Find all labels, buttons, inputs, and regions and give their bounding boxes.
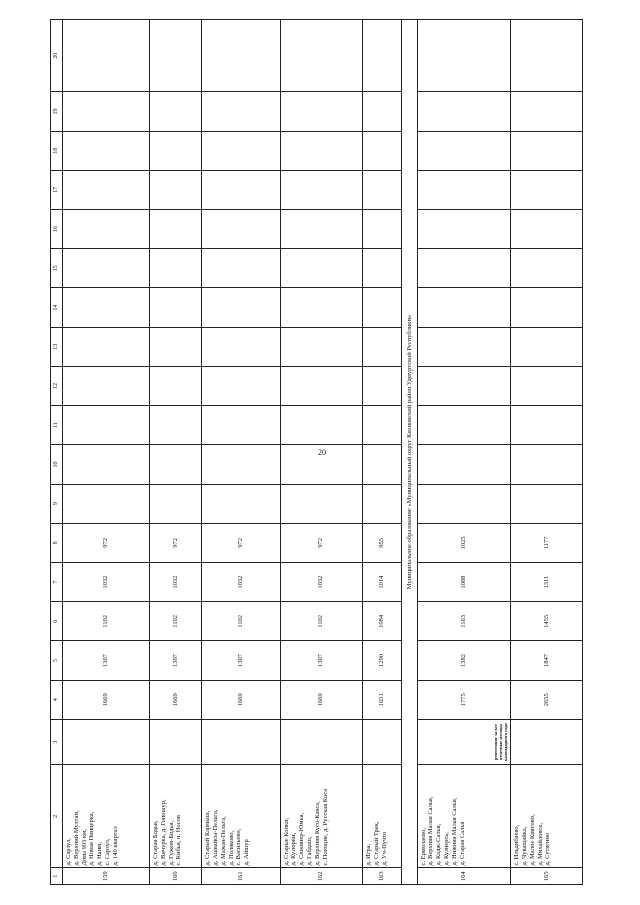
value-cell: 1669 — [62, 680, 149, 719]
empty-cell — [149, 92, 201, 131]
settlements-cell: д. Игра, д. Старый Трак, д. Уч-Пучто — [363, 765, 402, 868]
empty-cell — [511, 131, 583, 170]
table-row — [511, 20, 583, 885]
empty-cell — [202, 406, 280, 445]
empty-cell — [363, 170, 402, 209]
empty-cell — [149, 484, 201, 523]
value-cell: 1088 — [417, 563, 511, 602]
row-number: 164 — [417, 868, 511, 885]
settlements-cell: д. Старый Кармыш, д. Ашвайсы-Пельга, д. Мажан-Пельга, д. Поляково, с. Васильево, д. Айшур — [202, 765, 280, 868]
row-number: 162 — [280, 868, 363, 885]
tariff-table — [50, 19, 583, 885]
empty-cell — [62, 170, 149, 209]
empty-cell — [511, 170, 583, 209]
value-cell: 1084 — [363, 602, 402, 641]
empty-cell — [62, 131, 149, 170]
empty-cell — [149, 170, 201, 209]
empty-cell — [417, 445, 511, 484]
rotated-table-container — [50, 19, 583, 885]
empty-cell — [62, 406, 149, 445]
value-cell: 1032 — [202, 563, 280, 602]
empty-cell — [280, 366, 363, 405]
empty-cell — [280, 92, 363, 131]
section-title: Муниципальное образование «Муниципальный округ Кизновский район Удмуртской Республики» — [402, 20, 417, 885]
value-cell: 1669 — [149, 680, 201, 719]
note-cell — [511, 719, 583, 764]
table-row — [280, 20, 363, 885]
table-row — [149, 20, 201, 885]
value-cell: 1014 — [363, 563, 402, 602]
empty-cell — [62, 249, 149, 288]
note-cell — [62, 719, 149, 764]
empty-cell — [280, 327, 363, 366]
empty-cell — [417, 366, 511, 405]
empty-cell — [363, 131, 402, 170]
row-number: 163 — [363, 868, 402, 885]
settlements-cell: д. Старая Бодья, д. Вичурка, д. Гопошур, д. Гужем-Бодья, с. Кибья, п. Носов — [149, 765, 201, 868]
col-header: 17 — [51, 170, 63, 209]
col-header: 19 — [51, 92, 63, 131]
empty-cell — [363, 20, 402, 92]
value-cell: 1307 — [280, 641, 363, 680]
value-cell: 1307 — [202, 641, 280, 680]
empty-cell — [280, 170, 363, 209]
empty-cell — [149, 327, 201, 366]
empty-cell — [417, 406, 511, 445]
empty-cell — [511, 445, 583, 484]
value-cell: 955 — [363, 523, 402, 562]
value-cell: 1177 — [511, 523, 583, 562]
row-number: 160 — [149, 868, 201, 885]
value-cell: 1775 — [417, 680, 511, 719]
value-cell: 972 — [202, 523, 280, 562]
empty-cell — [202, 249, 280, 288]
empty-cell — [280, 445, 363, 484]
empty-cell — [363, 445, 402, 484]
value-cell: 1847 — [511, 641, 583, 680]
empty-cell — [280, 484, 363, 523]
empty-cell — [280, 249, 363, 288]
settlements-cell: д. Старые Копки, д. Кузюрки, д. Сюкинер-Юмья, д. Габдаш, д. Верхняя Кусо-Каксa, с. Поющие, д. Русская Коса — [280, 765, 363, 868]
empty-cell — [280, 406, 363, 445]
empty-cell — [511, 92, 583, 131]
note-cell — [363, 719, 402, 764]
empty-cell — [417, 20, 511, 92]
value-cell: 1651 — [363, 680, 402, 719]
empty-cell — [417, 484, 511, 523]
col-header: 12 — [51, 366, 63, 405]
empty-cell — [280, 20, 363, 92]
value-cell: 1102 — [62, 602, 149, 641]
empty-cell — [363, 366, 402, 405]
empty-cell — [417, 131, 511, 170]
col-header: 6 — [51, 602, 63, 641]
empty-cell — [62, 484, 149, 523]
empty-cell — [202, 445, 280, 484]
empty-cell — [149, 249, 201, 288]
row-number: 161 — [202, 868, 280, 885]
value-cell: 1102 — [149, 602, 201, 641]
value-cell: 1307 — [62, 641, 149, 680]
empty-cell — [363, 92, 402, 131]
empty-cell — [417, 170, 511, 209]
empty-cell — [363, 484, 402, 523]
settlements-cell: д. Сарзул, д. Верхний Мултан, Дома 993 км, д. Новая Пинцерка, д. Наим, с. Сарзул, д. 140 квартал — [62, 765, 149, 868]
value-cell: 972 — [62, 523, 149, 562]
empty-cell — [417, 288, 511, 327]
col-header: 16 — [51, 210, 63, 249]
note-cell — [280, 719, 363, 764]
col-header: 3 — [51, 719, 63, 764]
empty-cell — [202, 366, 280, 405]
col-header: 20 — [51, 20, 63, 92]
empty-cell — [62, 210, 149, 249]
empty-cell — [202, 92, 280, 131]
col-header: 11 — [51, 406, 63, 445]
value-cell: 1163 — [417, 602, 511, 641]
value-cell: 1032 — [149, 563, 201, 602]
col-header: 1 — [51, 868, 63, 885]
value-cell: 1025 — [417, 523, 511, 562]
empty-cell — [363, 406, 402, 445]
col-header: 8 — [51, 523, 63, 562]
empty-cell — [202, 131, 280, 170]
empty-cell — [202, 327, 280, 366]
value-cell: 1669 — [280, 680, 363, 719]
empty-cell — [62, 366, 149, 405]
empty-cell — [62, 327, 149, 366]
col-header: 7 — [51, 563, 63, 602]
col-header: 9 — [51, 484, 63, 523]
empty-cell — [511, 484, 583, 523]
value-cell: 1669 — [202, 680, 280, 719]
value-cell: 1455 — [511, 602, 583, 641]
empty-cell — [363, 210, 402, 249]
empty-cell — [511, 327, 583, 366]
table-row — [62, 20, 149, 885]
col-header: 15 — [51, 249, 63, 288]
empty-cell — [62, 20, 149, 92]
col-header: 14 — [51, 288, 63, 327]
value-cell: 972 — [149, 523, 201, 562]
empty-cell — [149, 288, 201, 327]
page-number: 20 — [318, 448, 326, 457]
col-header: 5 — [51, 641, 63, 680]
empty-cell — [511, 210, 583, 249]
col-header: 2 — [51, 765, 63, 868]
empty-cell — [202, 288, 280, 327]
value-cell: 1032 — [280, 563, 363, 602]
note-cell: рентгенинг за все отчетные месяцы календарного года — [417, 719, 511, 764]
empty-cell — [511, 406, 583, 445]
value-cell: 2655 — [511, 680, 583, 719]
col-header: 4 — [51, 680, 63, 719]
empty-cell — [62, 288, 149, 327]
empty-cell — [417, 327, 511, 366]
empty-cell — [280, 210, 363, 249]
empty-cell — [149, 131, 201, 170]
empty-cell — [202, 484, 280, 523]
empty-cell — [149, 20, 201, 92]
table-body — [51, 20, 583, 885]
empty-cell — [511, 249, 583, 288]
section-row — [402, 20, 417, 885]
note-cell — [149, 719, 201, 764]
empty-cell — [511, 366, 583, 405]
table-row — [202, 20, 280, 885]
empty-cell — [202, 210, 280, 249]
empty-cell — [417, 210, 511, 249]
empty-cell — [62, 445, 149, 484]
value-cell: 1032 — [62, 563, 149, 602]
value-cell: 1307 — [149, 641, 201, 680]
value-cell: 1102 — [280, 602, 363, 641]
empty-cell — [280, 131, 363, 170]
value-cell: 1311 — [511, 563, 583, 602]
value-cell: 1382 — [417, 641, 511, 680]
empty-cell — [62, 92, 149, 131]
empty-cell — [149, 366, 201, 405]
empty-cell — [417, 249, 511, 288]
empty-cell — [363, 327, 402, 366]
empty-cell — [363, 288, 402, 327]
empty-cell — [511, 288, 583, 327]
value-cell: 1102 — [202, 602, 280, 641]
col-header: 13 — [51, 327, 63, 366]
value-cell: 972 — [280, 523, 363, 562]
row-number: 165 — [511, 868, 583, 885]
empty-cell — [149, 445, 201, 484]
table-row — [417, 20, 511, 885]
settlements-cell: с. Ильдибаево, д. Чуващайка, д. Малое Киясово, д. Михайловск, д. Сутягино — [511, 765, 583, 868]
column-number-header — [51, 20, 63, 885]
empty-cell — [202, 170, 280, 209]
empty-cell — [202, 20, 280, 92]
table-row — [363, 20, 402, 885]
empty-cell — [280, 288, 363, 327]
value-cell: 1290 — [363, 641, 402, 680]
col-header: 10 — [51, 445, 63, 484]
row-number: 159 — [62, 868, 149, 885]
settlements-cell: с. Ермолаево, д. Верхняя Малая Салья, д. Кадж-Салья, д. Кузнерсь, д. Нижняя Малая Салья, д. Старая Салья — [417, 765, 511, 868]
col-header: 18 — [51, 131, 63, 170]
empty-cell — [511, 20, 583, 92]
empty-cell — [417, 92, 511, 131]
empty-cell — [149, 210, 201, 249]
empty-cell — [149, 406, 201, 445]
note-cell — [202, 719, 280, 764]
empty-cell — [363, 249, 402, 288]
